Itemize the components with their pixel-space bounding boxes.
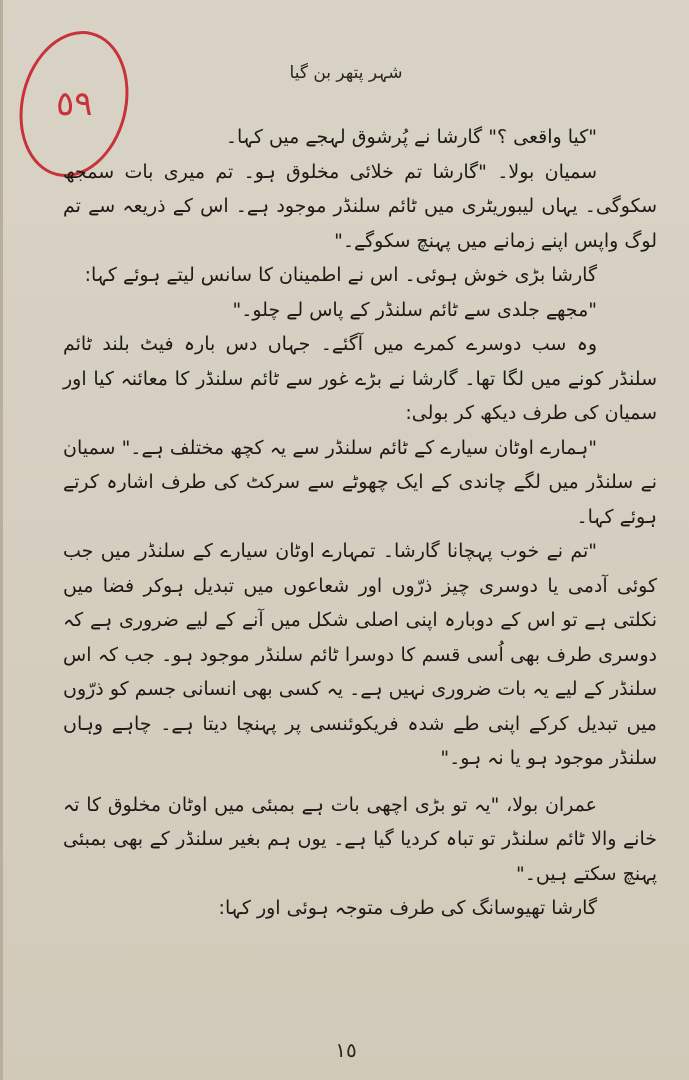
stamp-number: ٥٩ xyxy=(55,84,93,124)
paragraph: "تم نے خوب پہچانا گارشا۔ تمہارے اوٹان سیارے کے سلنڈر میں جب کوئی آدمی یا دوسری چیز ذرّوں اور شعاعوں میں تبدیل ہوکر فضا میں نکلتی ہے تو اس کے دوبارہ اپنی اصلی شکل میں آنے کے لیے ضروری ہے کہ دوسری طرف بھی اُسی قسم کا دوسرا ٹائم سلنڈر موجود ہو۔ جب کہ اس سلنڈر کے لیے یہ بات ضروری نہیں ہے۔ یہ کسی بھی انسانی جسم کو ذرّوں میں تبدیل کرکے اپنی طے شدہ فریکوئنسی پر پہنچا دیتا ہے۔ چاہے وہاں سلنڈر موجود ہو یا نہ ہو۔" xyxy=(63,540,657,769)
paragraph: گارشا تھیوسانگ کی طرف متوجہ ہوئی اور کہا: xyxy=(218,897,597,919)
paragraph: سمیان بولا۔ "گارشا تم خلائی مخلوق ہو۔ تم میری بات سمجھ سکوگی۔ یہاں لیبوریٹری میں ٹائم سلنڈر موجود ہے۔ اس کے ذریعہ سے تم لوگ واپس اپنے زمانے میں پہنچ سکوگے۔" xyxy=(63,160,657,252)
page-number: ١٥ xyxy=(335,1038,357,1062)
running-header: شہر پتھر بن گیا xyxy=(289,63,403,83)
paragraph: عمران بولا، "یہ تو بڑی اچھی بات ہے بمبئی میں اوٹان مخلوق کا تہ خانے والا ٹائم سلنڈر تو تباہ کردیا گیا ہے۔ یوں ہم بغیر سلنڈر کے بھی بمبئی پہنچ سکتے ہیں۔" xyxy=(63,793,657,885)
paragraph: "ہمارے اوٹان سیارے کے ٹائم سلنڈر سے یہ کچھ مختلف ہے۔" سمیان نے سلنڈر میں لگے چاندی کے ایک چھوٹے سے سرکٹ کی طرف اشارہ کرتے ہوئے کہا۔ xyxy=(63,436,657,528)
paragraph: "کیا واقعی ؟" گارشا نے پُرشوق لہجے میں کہا۔ xyxy=(225,126,597,148)
paragraph: "مجھے جلدی سے ٹائم سلنڈر کے پاس لے چلو۔" xyxy=(232,298,597,321)
paragraph: گارشا بڑی خوش ہوئی۔ اس نے اطمینان کا سانس لیتے ہوئے کہا: xyxy=(84,264,597,286)
paragraph: وہ سب دوسرے کمرے میں آگئے۔ جہاں دس بارہ فیٹ بلند ٹائم سلنڈر کونے میں لگا تھا۔ گارشا نے بڑے غور سے ٹائم سلنڈر کا معائنہ کیا اور سمیان کی طرف دیکھ کر بولی: xyxy=(63,333,657,424)
page-body xyxy=(63,120,657,926)
